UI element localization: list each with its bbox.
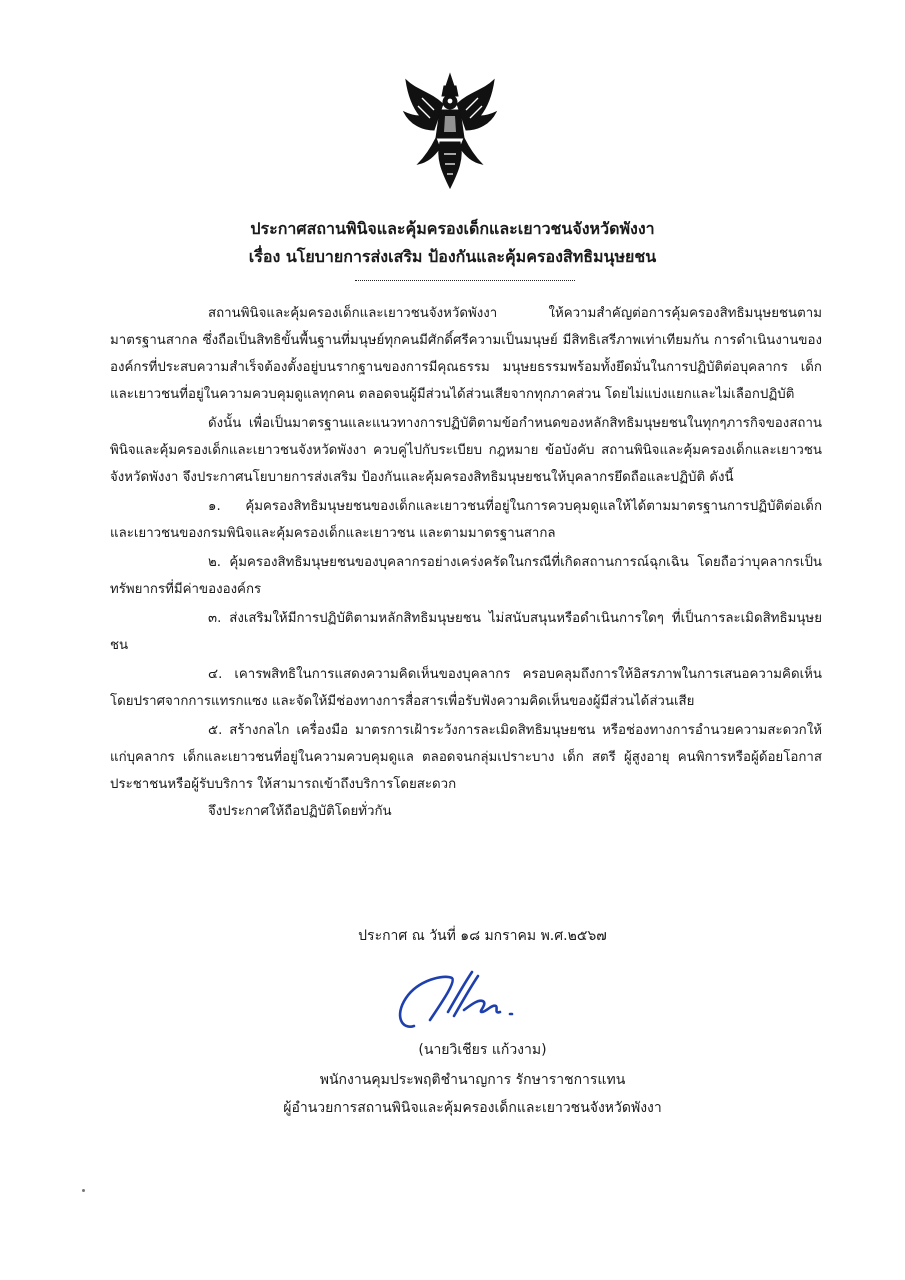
subject-title: เรื่อง นโยบายการส่งเสริม ป้องกันและคุ้มครองสิทธิมนุษยชน bbox=[248, 247, 657, 266]
page-title: ประกาศสถานพินิจและคุ้มครองเด็กและเยาวชนจังหวัดพังงา bbox=[250, 219, 655, 238]
policy-item-2: ๒. คุ้มครองสิทธิมนุษยชนของบุคลากรอย่างเคร่งครัดในกรณีที่เกิดสถานการณ์ฉุกเฉิน โดยถือว่าบุคลากรเป็นทรัพยากรที่มีค่าขององค์กร bbox=[110, 555, 822, 597]
signer-position: พนักงานคุมประพฤติชำนาญการ รักษาราชการแทน bbox=[319, 1072, 626, 1088]
signer-office: ผู้อำนวยการสถานพินิจและคุ้มครองเด็กและเยาวชนจังหวัดพังงา bbox=[283, 1100, 662, 1116]
policy-item-5: ๕. สร้างกลไก เครื่องมือ มาตรการเฝ้าระวังการละเมิดสิทธิมนุษยชน หรือช่องทางการอำนวยความสะดวกให้แก่บุคลากร เด็กและเยาวชนที่อยู่ในความควบคุมดูแล ตลอดจนกลุ่มเปราะบาง เด็ก สตรี ผู้สูงอายุ คนพิการหรือผู้ด้อยโอกาส ประชาชนหรือผู้รับบริการ ให้สามารถเข้าถึงบริการโดยสะดวก bbox=[110, 723, 822, 792]
paragraph-therefore: ดังนั้น เพื่อเป็นมาตรฐานและแนวทางการปฏิบัติตามข้อกำหนดของหลักสิทธิมนุษยชนในทุกๆภารกิจของสถานพินิจและคุ้มครองเด็กและเยาวชนจังหวัดพังงา ควบคู่ไปกับระเบียบ กฎหมาย ข้อบังคับ สถานพินิจและคุ้มครองเด็กและเยาวชนจังหวัดพังงา จึงประกาศนโยบายการส่งเสริม ป้องกันและคุ้มครองสิทธิมนุษยชนให้บุคลากรยึดถือและปฏิบัติ ดังนี้ bbox=[110, 416, 822, 485]
signer-name: (นายวิเชียร แก้วงาม) bbox=[418, 1042, 547, 1058]
policy-item-4: ๔. เคารพสิทธิในการแสดงความคิดเห็นของบุคลากร ครอบคลุมถึงการให้อิสรภาพในการเสนอความคิดเห็นโดยปราศจากการแทรกแซง และจัดให้มีช่องทางการสื่อสารเพื่อรับฟังความคิดเห็นของผู้มีส่วนได้ส่วนเสีย bbox=[110, 667, 822, 709]
closing-line: จึงประกาศให้ถือปฏิบัติโดยทั่วกัน bbox=[208, 804, 392, 819]
announcement-body bbox=[110, 300, 822, 825]
garuda-emblem-icon bbox=[400, 72, 500, 190]
policy-item-1: ๑. คุ้มครองสิทธิมนุษยชนของเด็กและเยาวชนที่อยู่ในการควบคุมดูแลให้ได้ตามมาตรฐานการปฏิบัติต่อเด็กและเยาวชนของกรมพินิจและคุ้มครองเด็กและเยาวชน และตามมาตรฐานสากล bbox=[110, 499, 822, 541]
dotted-divider bbox=[355, 280, 575, 281]
scan-speck bbox=[82, 1189, 85, 1192]
paragraph-intro: สถานพินิจและคุ้มครองเด็กและเยาวชนจังหวัดพังงา ให้ความสำคัญต่อการคุ้มครองสิทธิมนุษยชนตามมาตรฐานสากล ซึ่งถือเป็นสิทธิขั้นพื้นฐานที่มนุษย์ทุกคนมีศักดิ์ศรีความเป็นมนุษย์ มีสิทธิเสรีภาพเท่าเทียมกัน การดำเนินงานขององค์กรที่ประสบความสำเร็จต้องตั้งอยู่บนรากฐานของการมีคุณธรรม มนุษยธรรมพร้อมทั้งยึดมั่นในการปฏิบัติต่อบุคลากร เด็กและเยาวชนที่อยู่ในความควบคุมดูแลทุกคน ตลอดจนผู้มีส่วนได้ส่วนเสียจากทุกภาคส่วน โดยไม่แบ่งแยกและไม่เลือกปฏิบัติ bbox=[110, 306, 822, 402]
handwritten-signature-icon bbox=[392, 968, 552, 1038]
announcement-date: ประกาศ ณ วันที่ ๑๘ มกราคม พ.ศ.๒๕๖๗ bbox=[358, 928, 607, 944]
policy-item-3: ๓. ส่งเสริมให้มีการปฏิบัติตามหลักสิทธิมนุษยชน ไม่สนับสนุนหรือดำเนินการใดๆ ที่เป็นการละเมิดสิทธิมนุษยชน bbox=[110, 611, 822, 653]
